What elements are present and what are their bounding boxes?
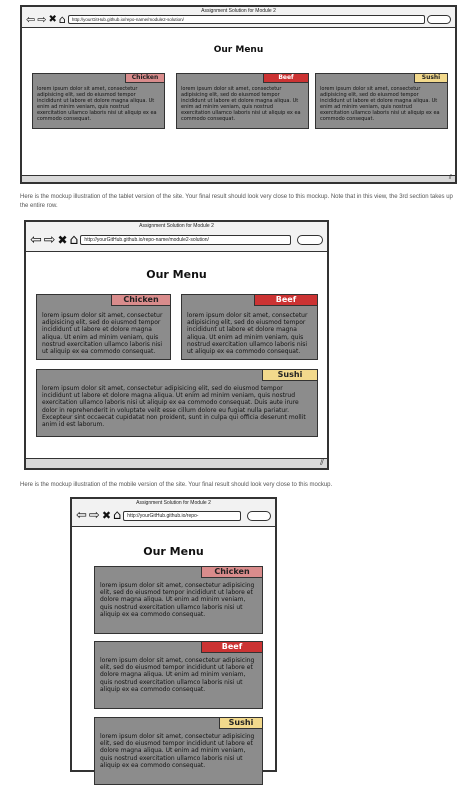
search-field[interactable] [297, 235, 323, 245]
close-x-icon[interactable]: ✖ [101, 509, 112, 522]
window-title: Assignment Solution for Module 2 [201, 8, 276, 14]
resize-grip-icon[interactable]: ⫽ [448, 174, 452, 181]
section-label-beef: Beef [254, 294, 318, 306]
window-title: Assignment Solution for Module 2 [139, 223, 214, 229]
section-label-sushi: Sushi [414, 73, 448, 83]
tablet-mockup [24, 220, 329, 470]
section-label-beef: Beef [201, 641, 263, 653]
resize-grip-icon[interactable]: ⫽ [319, 457, 324, 467]
status-bar [26, 458, 327, 468]
nav-row [76, 509, 271, 522]
section-text: lorem ipsum dolor sit amet, consectetur adipisicing elit, sed do eiusmod tempor incididunt ut labore et dolore magna aliqua. Ut enim ad minim veniam, quis nostrud exercitation ullamco laboris nisi ut aliquip ex ea commodo consequat. [37, 86, 157, 122]
nav-row [30, 233, 323, 247]
home-icon[interactable]: ⌂ [113, 508, 122, 523]
section-text: lorem ipsum dolor sit amet, consectetur adipisicing elit, sed do eiusmod tempor incididunt ut labore et dolore magna aliqua. Ut enim ad minim veniam, quis nostrud exercitation ullamco laboris nisi ut aliquip ex ea commodo consequat. [181, 86, 301, 122]
section-label-chicken: Chicken [201, 566, 263, 578]
menu-section-beef [181, 294, 318, 360]
address-bar[interactable]: http://yourGitHub.github.io/repo-name/module2-solution/ [80, 235, 291, 245]
search-field[interactable] [247, 511, 271, 521]
close-x-icon[interactable]: ✖ [57, 233, 68, 247]
back-arrow-icon[interactable]: ⇦ [76, 508, 87, 523]
mobile-mockup [70, 497, 277, 772]
section-label-chicken: Chicken [125, 73, 165, 83]
tablet-caption: Here is the mockup illustration of the tablet version of the site. Your final result should look very close to this mockup. Note that in this view, the 3rd section takes up the entire row. [20, 194, 453, 209]
status-bar [22, 175, 455, 182]
home-icon[interactable]: ⌂ [58, 13, 66, 26]
section-text: lorem ipsum dolor sit amet, consectetur adipisicing elit, sed do eiusmod tempor incididunt ut labore et dolore magna aliqua. Ut enim ad minim veniam, quis nostrud exercitation ullamco laboris nisi ut aliquip ex ea commodo consequat. [100, 657, 255, 693]
page-title: Our Menu [146, 268, 207, 281]
section-label-sushi: Sushi [219, 717, 263, 729]
page-title: Our Menu [213, 45, 264, 55]
address-bar[interactable]: http://yourGitHub.github.io/repo-name/module2-solution/ [68, 15, 425, 24]
desktop-mockup [20, 5, 457, 184]
section-text: lorem ipsum dolor sit amet, consectetur adipisicing elit, sed do eiusmod tempor incididunt ut labore et dolore magna aliqua. Ut enim ad minim veniam, quis nostrud exercitation ullamco laboris nisi ut aliquip ex ea commodo consequat. Duis aute irure dolor in reprehenderit in voluptate velit esse cillum dolore eu fugiat nulla pariatur. Excepteur sint occaecat cupidatat non proident, sunt in culpa qui officia deserunt mollit anim id est laborum. [42, 385, 306, 428]
back-arrow-icon[interactable]: ⇦ [30, 232, 42, 248]
section-label-beef: Beef [263, 73, 309, 83]
window-title: Assignment Solution for Module 2 [136, 500, 211, 506]
menu-section-beef [176, 73, 309, 129]
mobile-caption: Here is the mockup illustration of the mobile version of the site. Your final result should look very close to this mockup. [20, 482, 333, 488]
section-text: lorem ipsum dolor sit amet, consectetur adipisicing elit, sed do eiusmod tempor incididunt ut labore et dolore magna aliqua. Ut enim ad minim veniam, quis nostrud exercitation ullamco laboris nisi ut aliquip ex ea commodo consequat. [42, 312, 163, 355]
menu-section-chicken [36, 294, 171, 360]
section-text: lorem ipsum dolor sit amet, consectetur adipisicing elit, sed do eiusmod tempor incididunt ut labore et dolore magna aliqua. Ut enim ad minim veniam, quis nostrud exercitation ullamco laboris nisi ut aliquip ex ea commodo consequat. [320, 86, 440, 122]
menu-section-chicken [94, 566, 263, 634]
address-bar[interactable]: http://yourGitHub.github.io/repo- [123, 511, 241, 521]
section-text: lorem ipsum dolor sit amet, consectetur adipisicing elit, sed do eiusmod tempor incididunt ut labore et dolore magna aliqua. Ut enim ad minim veniam, quis nostrud exercitation ullamco laboris nisi ut aliquip ex ea commodo consequat. [100, 582, 255, 618]
close-x-icon[interactable]: ✖ [48, 13, 57, 25]
forward-arrow-icon[interactable]: ⇨ [43, 232, 56, 248]
forward-arrow-icon[interactable]: ⇨ [88, 508, 100, 523]
menu-section-sushi [94, 717, 263, 785]
browser-titlebar [72, 499, 275, 527]
search-field[interactable] [427, 15, 451, 24]
home-icon[interactable]: ⌂ [69, 232, 79, 248]
section-label-chicken: Chicken [111, 294, 171, 306]
section-text: lorem ipsum dolor sit amet, consectetur adipisicing elit, sed do eiusmod tempor incididunt ut labore et dolore magna aliqua. Ut enim ad minim veniam, quis nostrud exercitation ullamco laboris nisi ut aliquip ex ea commodo consequat. [187, 312, 308, 355]
menu-section-sushi [315, 73, 448, 129]
forward-arrow-icon[interactable]: ⇨ [37, 13, 47, 26]
menu-section-beef [94, 641, 263, 709]
menu-section-chicken [32, 73, 165, 129]
section-text: lorem ipsum dolor sit amet, consectetur adipisicing elit, sed do eiusmod tempor incididunt ut labore et dolore magna aliqua. Ut enim ad minim veniam, quis nostrud exercitation ullamco laboris nisi ut aliquip ex ea commodo consequat. [100, 733, 255, 769]
nav-row [26, 14, 451, 25]
section-label-sushi: Sushi [262, 369, 318, 381]
browser-titlebar [22, 7, 455, 28]
page-title: Our Menu [143, 545, 204, 558]
back-arrow-icon[interactable]: ⇦ [26, 13, 36, 26]
browser-titlebar [26, 222, 327, 252]
menu-section-sushi [36, 369, 318, 437]
